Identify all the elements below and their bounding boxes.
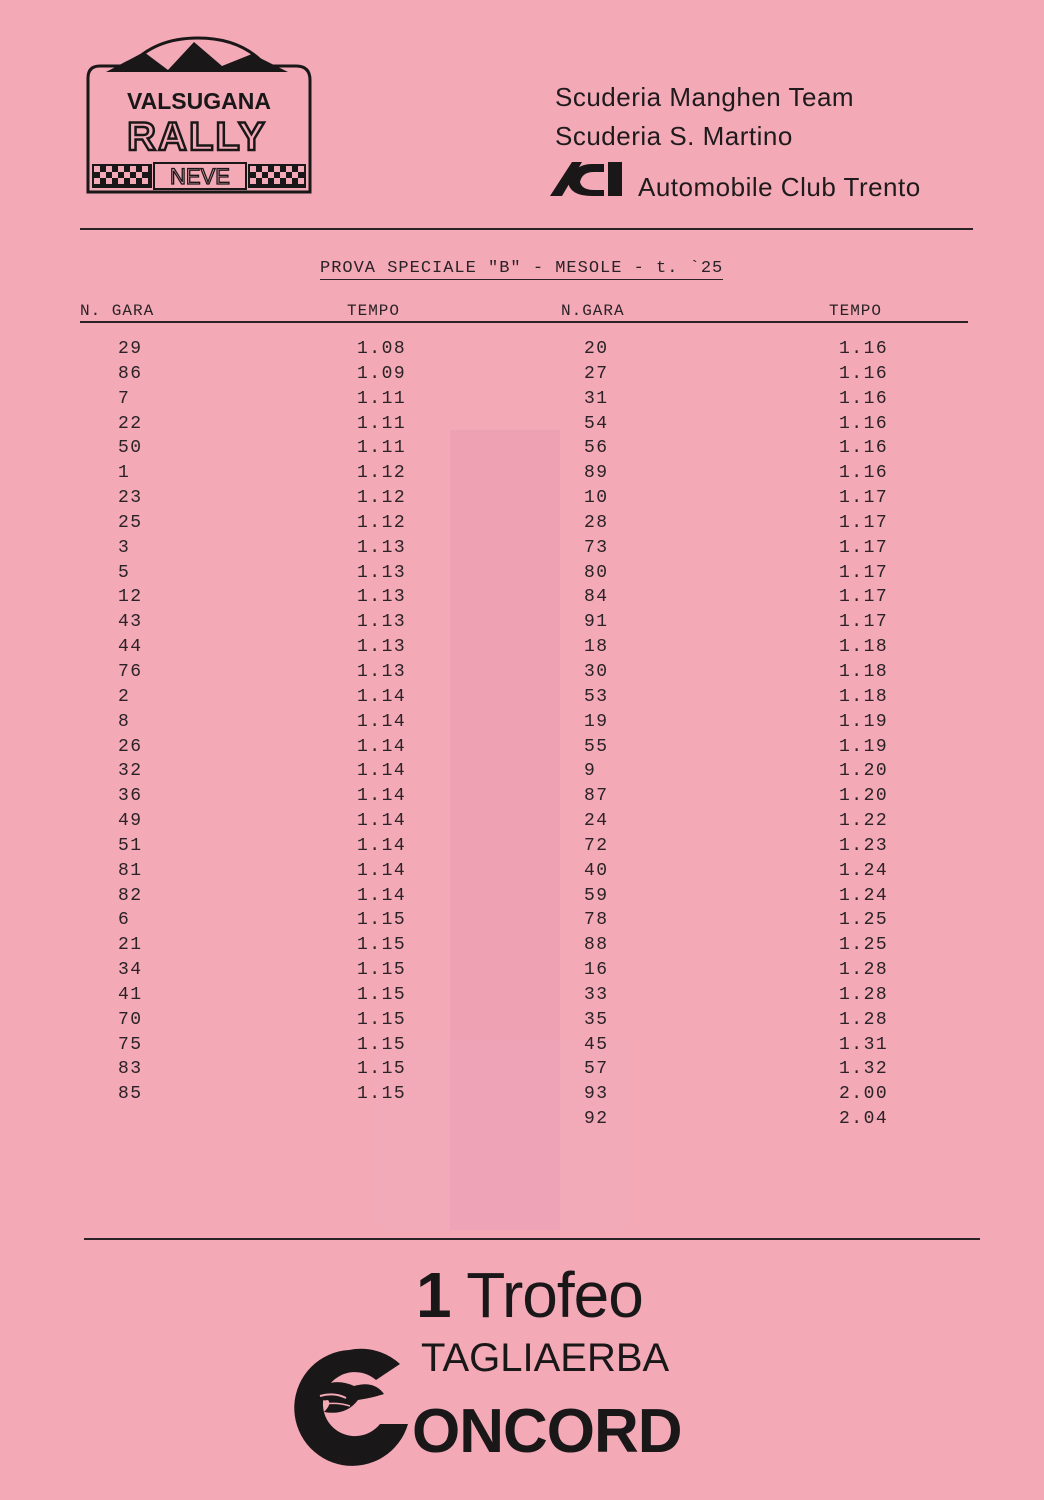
header-n-gara-left: N. GARA: [80, 302, 155, 320]
right-n-gara-cell: 30: [584, 661, 609, 682]
right-tempo-cell: 1.31: [839, 1034, 889, 1055]
right-n-gara-cell: 59: [584, 885, 609, 906]
left-tempo-cell: 1.15: [357, 1084, 407, 1105]
right-n-gara-cell: 45: [584, 1034, 609, 1055]
left-n-gara-cell: 3: [118, 537, 131, 558]
left-n-gara-cell: 8: [118, 711, 131, 732]
left-n-gara-cell: 70: [118, 1009, 143, 1030]
right-n-gara-cell: 57: [584, 1059, 609, 1080]
right-tempo-cell: 1.17: [839, 612, 889, 633]
left-n-gara-cell: 5: [118, 562, 131, 583]
logo-valsugana: VALSUGANA: [127, 88, 271, 114]
aci-logo-icon: [548, 160, 626, 198]
left-tempo-cell: 1.14: [357, 686, 407, 707]
page-title: PROVA SPECIALE "B" - MESOLE - t. `25: [320, 259, 724, 278]
right-tempo-cell: 1.16: [839, 463, 889, 484]
left-n-gara-cell: 7: [118, 388, 131, 409]
left-n-gara-cell: 49: [118, 811, 143, 832]
right-n-gara-cell: 20: [584, 339, 609, 359]
valsugana-rally-neve-logo: [82, 32, 314, 194]
right-n-gara-cell: 31: [584, 388, 609, 409]
left-tempo-cell: 1.15: [357, 1034, 407, 1055]
right-tempo-cell: 1.16: [839, 339, 889, 359]
right-n-gara-cell: 80: [584, 562, 609, 583]
right-n-gara-cell: 89: [584, 463, 609, 484]
right-tempo-cell: 1.24: [839, 885, 889, 906]
left-tempo-cell: 1.11: [357, 438, 407, 459]
right-tempo-cell: 1.17: [839, 512, 889, 533]
right-n-gara-cell: 18: [584, 637, 609, 658]
right-tempo-cell: 1.18: [839, 661, 889, 682]
header-n-gara-right: N.GARA: [561, 302, 625, 320]
left-n-gara-cell: 83: [118, 1059, 143, 1080]
right-n-gara-cell: 24: [584, 811, 609, 832]
right-tempo-cell: 1.28: [839, 984, 889, 1005]
right-tempo-column: [839, 337, 888, 1132]
right-n-gara-cell: 54: [584, 413, 609, 434]
header-tempo-right: TEMPO: [829, 302, 883, 320]
divider: [84, 1238, 980, 1240]
left-tempo-cell: 1.15: [357, 984, 407, 1005]
right-n-gara-cell: 88: [584, 935, 609, 956]
left-n-gara-cell: 1: [118, 463, 131, 484]
right-tempo-cell: 1.20: [839, 786, 889, 807]
left-n-gara-cell: 43: [118, 612, 143, 633]
left-tempo-cell: 1.09: [357, 363, 407, 384]
left-tempo-cell: 1.14: [357, 860, 407, 881]
left-n-gara-cell: 26: [118, 736, 143, 757]
left-tempo-cell: 1.12: [357, 512, 407, 533]
left-tempo-cell: 1.11: [357, 388, 407, 409]
right-tempo-cell: 1.17: [839, 537, 889, 558]
organizer-scuderia-smartino: Scuderia S. Martino: [555, 121, 793, 151]
right-tempo-cell: 1.24: [839, 860, 889, 881]
logo-neve: NEVE: [170, 164, 230, 189]
left-n-gara-cell: 85: [118, 1084, 143, 1105]
right-n-gara-cell: 9: [584, 761, 597, 782]
right-n-gara-cell: 92: [584, 1109, 609, 1130]
right-tempo-cell: 1.23: [839, 835, 889, 856]
right-n-gara-cell: 28: [584, 512, 609, 533]
left-tempo-cell: 1.12: [357, 488, 407, 509]
left-n-gara-cell: 44: [118, 637, 143, 658]
left-tempo-cell: 1.14: [357, 885, 407, 906]
left-n-gara-column: [118, 337, 143, 1107]
trofeo-word: Trofeo: [466, 1259, 643, 1331]
right-n-gara-cell: 19: [584, 711, 609, 732]
divider: [80, 321, 968, 323]
left-n-gara-cell: 12: [118, 587, 143, 608]
right-n-gara-cell: 40: [584, 860, 609, 881]
right-n-gara-cell: 27: [584, 363, 609, 384]
organizer-automobile-club-trento: Automobile Club Trento: [638, 172, 921, 202]
left-n-gara-cell: 41: [118, 984, 143, 1005]
left-tempo-cell: 1.15: [357, 1009, 407, 1030]
left-n-gara-cell: 76: [118, 661, 143, 682]
left-tempo-cell: 1.15: [357, 960, 407, 981]
right-n-gara-cell: 78: [584, 910, 609, 931]
right-n-gara-cell: 33: [584, 984, 609, 1005]
left-n-gara-cell: 21: [118, 935, 143, 956]
left-tempo-cell: 1.13: [357, 562, 407, 583]
header-tempo-left: TEMPO: [347, 302, 401, 320]
right-n-gara-cell: 55: [584, 736, 609, 757]
right-tempo-cell: 1.16: [839, 363, 889, 384]
left-n-gara-cell: 34: [118, 960, 143, 981]
left-tempo-cell: 1.14: [357, 786, 407, 807]
left-n-gara-cell: 75: [118, 1034, 143, 1055]
left-n-gara-cell: 23: [118, 488, 143, 509]
left-n-gara-cell: 82: [118, 885, 143, 906]
right-n-gara-cell: 73: [584, 537, 609, 558]
left-n-gara-cell: 50: [118, 438, 143, 459]
left-n-gara-cell: 81: [118, 860, 143, 881]
left-tempo-cell: 1.14: [357, 811, 407, 832]
right-n-gara-cell: 84: [584, 587, 609, 608]
right-tempo-cell: 1.28: [839, 1009, 889, 1030]
left-tempo-cell: 1.11: [357, 413, 407, 434]
left-tempo-cell: 1.13: [357, 587, 407, 608]
left-tempo-cell: 1.15: [357, 935, 407, 956]
right-tempo-cell: 1.19: [839, 711, 889, 732]
right-n-gara-cell: 16: [584, 960, 609, 981]
right-tempo-cell: 2.04: [839, 1109, 889, 1130]
right-n-gara-cell: 93: [584, 1084, 609, 1105]
right-tempo-cell: 1.32: [839, 1059, 889, 1080]
right-tempo-cell: 1.25: [839, 935, 889, 956]
right-tempo-cell: 1.16: [839, 413, 889, 434]
left-tempo-cell: 1.08: [357, 339, 407, 359]
left-tempo-cell: 1.14: [357, 736, 407, 757]
left-tempo-cell: 1.14: [357, 761, 407, 782]
left-tempo-cell: 1.12: [357, 463, 407, 484]
right-n-gara-cell: 56: [584, 438, 609, 459]
left-n-gara-cell: 25: [118, 512, 143, 533]
right-n-gara-cell: 53: [584, 686, 609, 707]
right-tempo-cell: 1.20: [839, 761, 889, 782]
right-tempo-cell: 1.25: [839, 910, 889, 931]
sponsor-line: TAGLIAERBA: [421, 1336, 670, 1380]
right-tempo-cell: 1.19: [839, 736, 889, 757]
divider: [80, 228, 973, 230]
right-n-gara-cell: 10: [584, 488, 609, 509]
left-n-gara-cell: 51: [118, 835, 143, 856]
trofeo-number: 1: [416, 1259, 451, 1331]
left-tempo-cell: 1.13: [357, 661, 407, 682]
left-n-gara-cell: 22: [118, 413, 143, 434]
right-tempo-cell: 1.17: [839, 488, 889, 509]
left-n-gara-cell: 36: [118, 786, 143, 807]
right-n-gara-cell: 72: [584, 835, 609, 856]
right-tempo-cell: 1.16: [839, 438, 889, 459]
concord-eagle-logo-icon: [284, 1346, 414, 1468]
logo-rally: RALLY: [127, 115, 267, 159]
organizer-scuderia-manghen: Scuderia Manghen Team: [555, 82, 855, 112]
right-n-gara-cell: 35: [584, 1009, 609, 1030]
trofeo-title: [416, 1258, 643, 1332]
left-tempo-cell: 1.15: [357, 1059, 407, 1080]
left-n-gara-cell: 32: [118, 761, 143, 782]
left-tempo-cell: 1.15: [357, 910, 407, 931]
right-tempo-cell: 1.28: [839, 960, 889, 981]
right-tempo-cell: 1.22: [839, 811, 889, 832]
right-tempo-cell: 1.17: [839, 587, 889, 608]
right-tempo-cell: 1.17: [839, 562, 889, 583]
left-tempo-column: [357, 337, 406, 1107]
left-n-gara-cell: 86: [118, 363, 143, 384]
left-n-gara-cell: 6: [118, 910, 131, 931]
right-tempo-cell: 1.18: [839, 686, 889, 707]
sponsor-name: ONCORD: [412, 1397, 682, 1466]
left-tempo-cell: 1.13: [357, 637, 407, 658]
left-tempo-cell: 1.14: [357, 711, 407, 732]
right-n-gara-column: [584, 337, 609, 1132]
right-tempo-cell: 1.18: [839, 637, 889, 658]
right-n-gara-cell: 87: [584, 786, 609, 807]
left-tempo-cell: 1.13: [357, 612, 407, 633]
right-tempo-cell: 1.16: [839, 388, 889, 409]
left-tempo-cell: 1.13: [357, 537, 407, 558]
left-tempo-cell: 1.14: [357, 835, 407, 856]
right-n-gara-cell: 91: [584, 612, 609, 633]
right-tempo-cell: 2.00: [839, 1084, 889, 1105]
left-n-gara-cell: 2: [118, 686, 131, 707]
left-n-gara-cell: 29: [118, 339, 143, 359]
